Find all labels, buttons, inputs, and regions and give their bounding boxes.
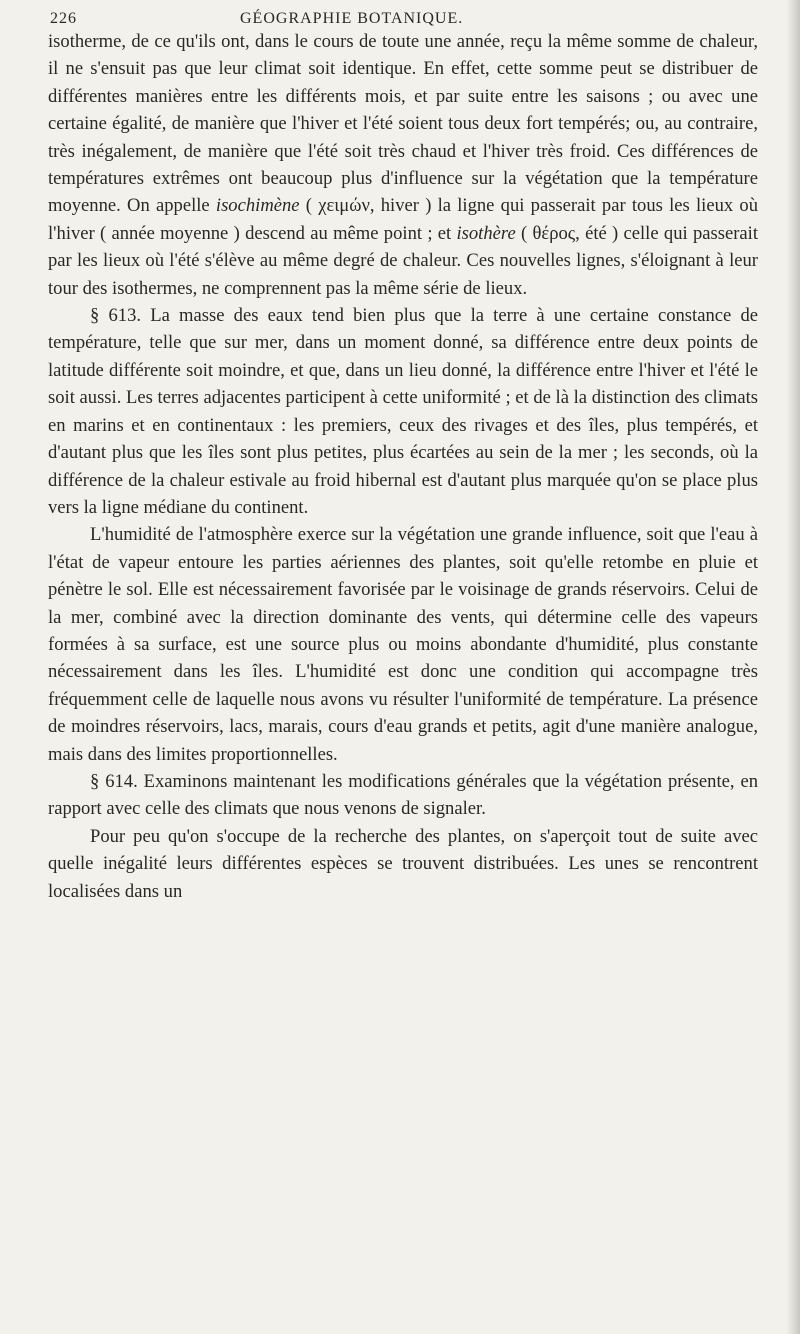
paragraph-recherche — [48, 823, 758, 905]
term-isothere: isothère — [456, 222, 516, 244]
text-run: ( θέρος, été ) celle qui passerait par les lieux où l'été s'élève au même degré de chaleur. Ces nouvelles lignes, s'éloignant à leur tour des isothermes, ne comprennent pas la même série de lieux. — [48, 222, 758, 299]
text-run: L'humidité de l'atmosphère exerce sur la végétation une grande influence, soit que l'eau à l'état de vapeur entoure les parties aériennes des plantes, soit qu'elle retombe en pluie et pénètre le sol. Elle est nécessairement favorisée par le voisinage de grands réservoirs. Celui de la mer, combiné avec la direction dominante des vents, qui détermine celle des vapeurs formées à sa surface, est une source plus ou moins abondante d'humidité, plus constante nécessairement dans les îles. L'humidité est donc une condition qui accompagne très fréquemment celle de laquelle nous avons vu résulter l'uniformité de température. La présence de moindres réservoirs, lacs, marais, cours d'eau grands et petits, agit d'une manière analogue, mais dans des limites proportionnelles. — [48, 524, 758, 765]
text-run: isotherme, de ce qu'ils ont, dans le cours de toute une année, reçu la même somme de chaleur, il ne s'ensuit pas que leur climat soit identique. En effet, cette somme peut se distribuer de différentes manières entre les différents mois, et par suite entre les saisons ; ou avec une certaine égalité, de manière que l'hiver et l'été soient tous deux fort tempérés; ou, au contraire, très inégalement, de manière que l'été soit très chaud et l'hiver très froid. Ces différences de températures extrêmes ont beaucoup plus d'influence sur la végétation que la température moyenne. On appelle — [48, 31, 758, 217]
page-edge-shadow — [786, 0, 800, 1334]
text-run: ( χειμών, hiver ) la ligne qui passerait par tous les lieux où l'hiver ( année moyenne ) descend au même point ; et — [48, 195, 758, 244]
term-isochimene: isochimène — [215, 195, 300, 217]
text-run: Pour peu qu'on s'occupe de la recherche des plantes, on s'aperçoit tout de suite avec quelle inégalité leurs différentes espèces se trouvent distribuées. Les unes se rencontrent localisées dans un — [48, 825, 758, 902]
text-run: § 613. La masse des eaux tend bien plus que la terre à une certaine constance de température, telle que sur mer, dans un moment donné, sa différence entre deux points de latitude différente soit moindre, et que, dans un lieu donné, la différence entre l'hiver et l'été le soit aussi. Les terres adjacentes participent à cette uniformité ; et de là la distinction des climats en marins et en continentaux : les premiers, ceux des rivages et des îles, plus tempérés, et d'autant plus que les îles sont plus petites, plus écartées au sein de la mer ; les seconds, où la différence de la chaleur estivale au froid hibernal est d'autant plus marquée qu'on se place plus vers la ligne médiane du continent. — [48, 305, 758, 518]
paragraph-section-613 — [48, 302, 758, 521]
paragraph-continuation — [48, 28, 758, 302]
text-run: § 614. Examinons maintenant les modifications générales que la végétation présente, en rapport avec celle des climats que nous venons de signaler. — [48, 770, 758, 820]
body-text — [48, 28, 758, 905]
paragraph-section-614 — [48, 768, 758, 823]
running-head: GÉOGRAPHIE BOTANIQUE. — [240, 10, 464, 27]
paragraph-humidite — [48, 521, 758, 768]
page-number: 226 — [50, 10, 77, 27]
